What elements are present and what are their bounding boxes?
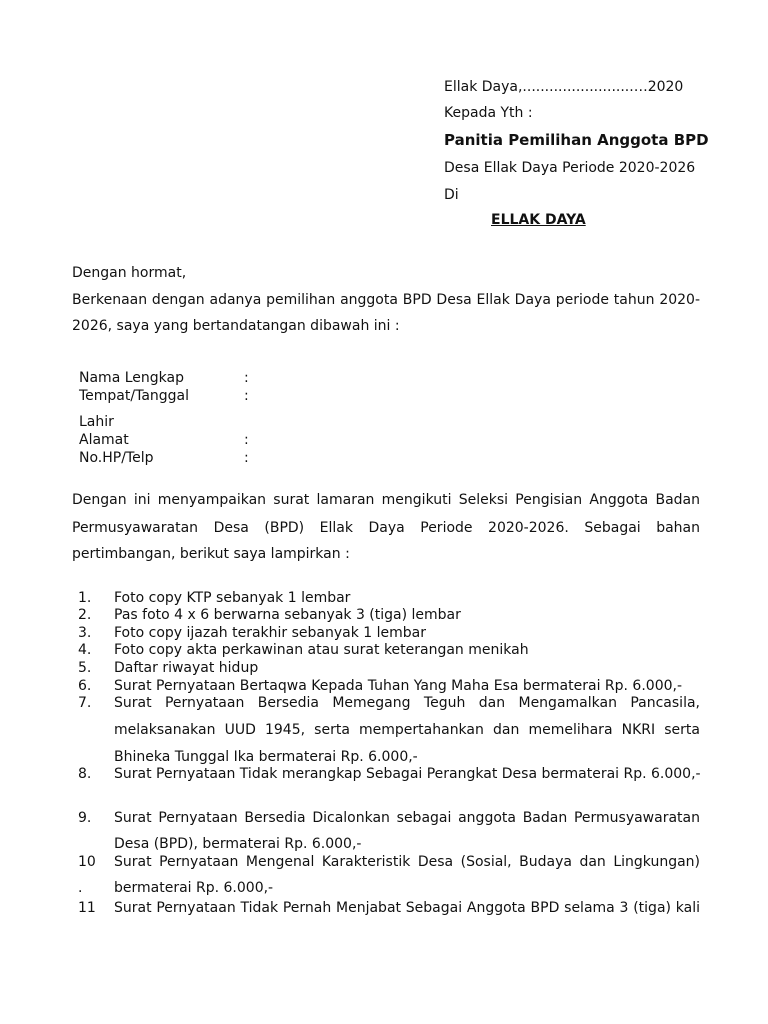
list-number: 10 (78, 854, 96, 870)
di-label: Di (444, 187, 459, 203)
list-number: 7. (78, 695, 92, 711)
list-number: 1. (78, 590, 92, 606)
list-item-continuation: Desa (BPD), bermaterai Rp. 6.000,- (114, 836, 362, 852)
field-label-alamat: Alamat (79, 432, 129, 448)
list-item: Foto copy KTP sebanyak 1 lembar (114, 590, 351, 606)
field-colon: : (244, 432, 249, 448)
statement-line-2: Permusyawaratan Desa (BPD) Ellak Daya Periode 2020-2026. Sebagai bahan (72, 520, 700, 536)
list-item: Surat Pernyataan Mengenal Karakteristik Desa (Sosial, Budaya dan Lingkungan) (114, 854, 700, 870)
list-item-continuation: melaksanakan UUD 1945, serta mempertahankan dan memelihara NKRI serta (114, 722, 700, 738)
recipient-location: ELLAK DAYA (491, 212, 586, 228)
addressee-prefix: Kepada Yth : (444, 105, 533, 121)
list-item: Surat Pernyataan Tidak Pernah Menjabat Sebagai Anggota BPD selama 3 (tiga) kali (114, 900, 700, 916)
statement-line-3: pertimbangan, berikut saya lampirkan : (72, 546, 350, 562)
recipient-subtitle: Desa Ellak Daya Periode 2020-2026 (444, 160, 696, 176)
list-item: Surat Pernyataan Bersedia Memegang Teguh dan Mengamalkan Pancasila, (114, 695, 700, 711)
field-colon: : (244, 370, 249, 386)
list-item: Daftar riwayat hidup (114, 660, 259, 676)
list-item-continuation: bermaterai Rp. 6.000,- (114, 880, 274, 896)
list-item: Surat Pernyataan Tidak merangkap Sebagai Perangkat Desa bermaterai Rp. 6.000,- (114, 766, 701, 782)
list-item: Pas foto 4 x 6 berwarna sebanyak 3 (tiga) lembar (114, 607, 461, 623)
list-number: 2. (78, 607, 92, 623)
field-label-lahir: Lahir (79, 414, 114, 430)
list-number: 9. (78, 810, 92, 826)
list-number: 6. (78, 678, 92, 694)
list-item: Surat Pernyataan Bertaqwa Kepada Tuhan Yang Maha Esa bermaterai Rp. 6.000,- (114, 678, 683, 694)
list-item: Foto copy akta perkawinan atau surat keterangan menikah (114, 642, 529, 658)
field-label-tempat-tanggal: Tempat/Tanggal (79, 388, 190, 404)
list-item: Surat Pernyataan Bersedia Dicalonkan sebagai anggota Badan Permusyawaratan (114, 810, 700, 826)
list-number: 4. (78, 642, 92, 658)
field-colon: : (244, 388, 249, 404)
intro-line-2: 2026, saya yang bertandatangan dibawah ini : (72, 318, 400, 334)
list-number-dot: . (78, 880, 83, 896)
field-colon: : (244, 450, 249, 466)
list-number: 3. (78, 625, 92, 641)
recipient-title: Panitia Pemilihan Anggota BPD (444, 131, 709, 149)
list-number: 5. (78, 660, 92, 676)
intro-line-1: Berkenaan dengan adanya pemilihan anggota BPD Desa Ellak Daya periode tahun 2020- (72, 292, 700, 308)
place-date: Ellak Daya,.........................…2020 (444, 79, 684, 95)
list-number: 8. (78, 766, 92, 782)
list-number: 11 (78, 900, 96, 916)
field-label-hp: No.HP/Telp (79, 450, 154, 466)
statement-line-1: Dengan ini menyampaikan surat lamaran mengikuti Seleksi Pengisian Anggota Badan (72, 492, 700, 508)
list-item-continuation: Bhineka Tunggal Ika bermaterai Rp. 6.000,- (114, 749, 418, 765)
greeting: Dengan hormat, (72, 265, 187, 281)
field-label-nama: Nama Lengkap (79, 370, 184, 386)
list-item: Foto copy ijazah terakhir sebanyak 1 lembar (114, 625, 427, 641)
